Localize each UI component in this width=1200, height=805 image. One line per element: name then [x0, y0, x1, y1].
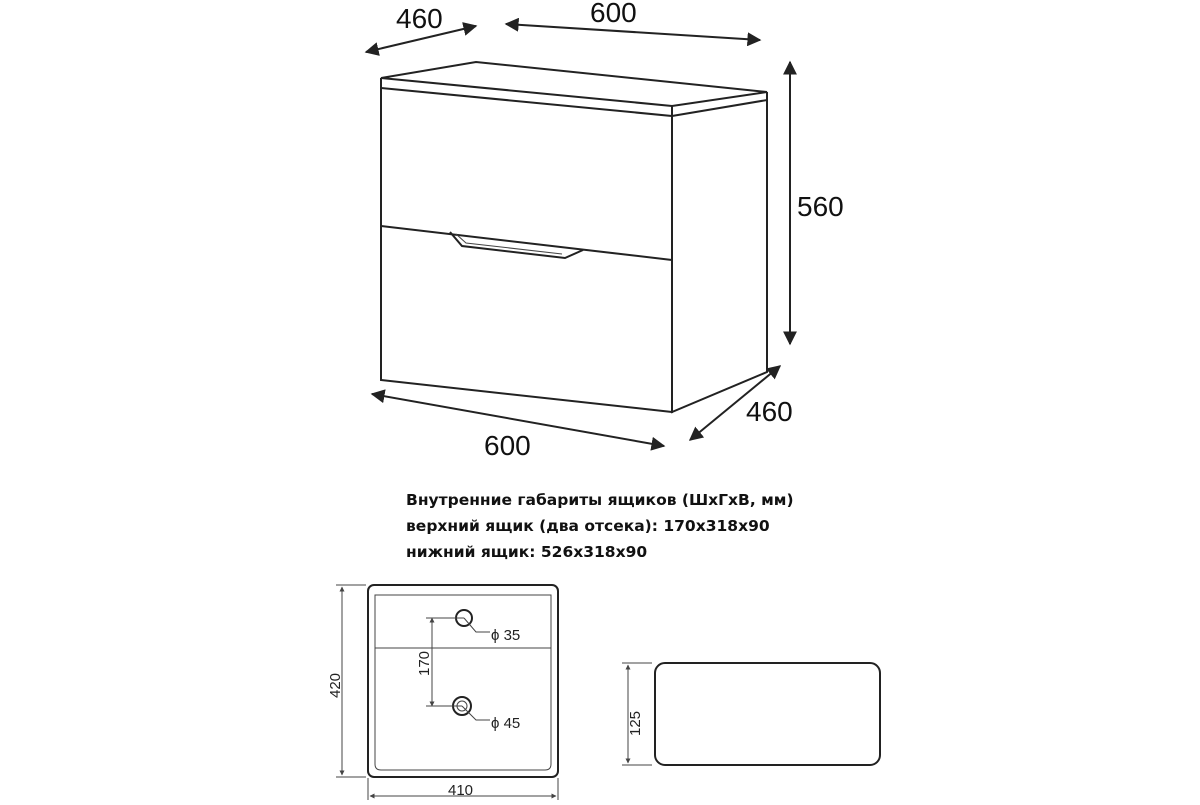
- dim-height: 560: [797, 191, 844, 222]
- basin-outline: [368, 585, 558, 777]
- specs-heading: Внутренние габариты ящиков (ШхГхВ, мм): [406, 491, 794, 509]
- specs-upper-drawer: верхний ящик (два отсека): 170х318х90: [406, 517, 770, 535]
- hole-small-label: ϕ 35: [491, 627, 521, 644]
- specs-lower-drawer: нижний ящик: 526х318х90: [406, 543, 648, 561]
- dim-basin-width: 410: [448, 782, 474, 799]
- basin-top-view: [327, 585, 558, 800]
- dim-hole-spacing: 170: [416, 650, 433, 676]
- basin-side-outline: [655, 663, 880, 765]
- drawer-divider: [381, 226, 672, 260]
- drawer-specs: [406, 487, 926, 565]
- dim-bottom-width: 600: [484, 430, 531, 461]
- dim-basin-depth: 420: [327, 672, 344, 698]
- hole-large-label: ϕ 45: [491, 715, 521, 732]
- dim-top-depth: 460: [396, 3, 443, 34]
- dim-top-width: 600: [590, 0, 637, 28]
- cabinet-countertop: [381, 62, 767, 106]
- dim-bottom-depth: 460: [746, 396, 793, 427]
- cabinet-side-panel: [672, 100, 767, 412]
- cabinet-drawing: [381, 62, 767, 412]
- dim-basin-height: 125: [627, 710, 644, 736]
- basin-side-view: [622, 663, 880, 765]
- cabinet-countertop-front: [381, 78, 672, 116]
